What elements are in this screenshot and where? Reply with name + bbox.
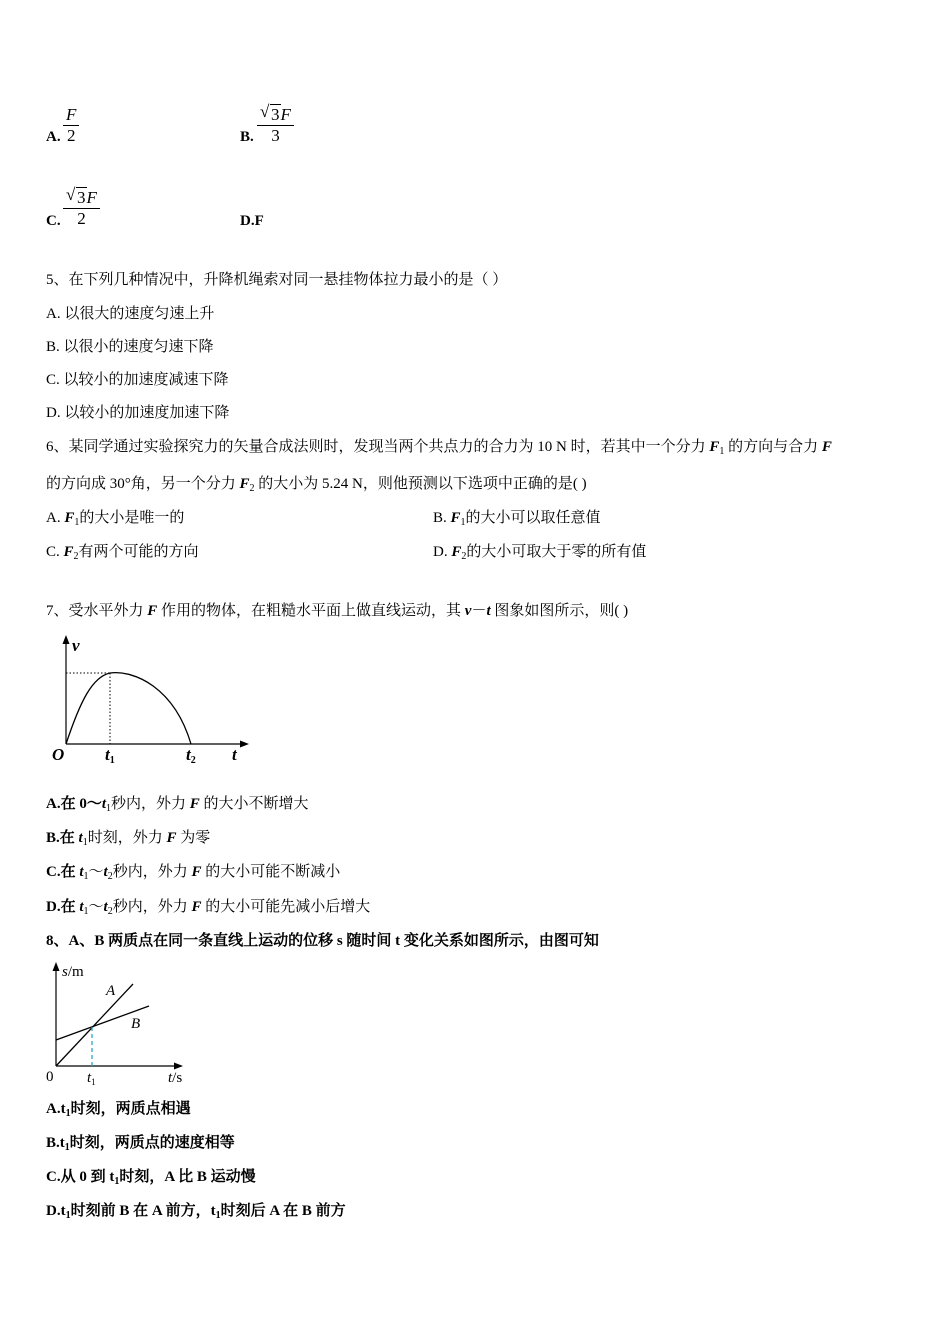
y-axis-arrow [63, 635, 70, 644]
q4-option-a-fraction [63, 105, 79, 146]
fraction-denominator: 3 [271, 126, 280, 145]
q8-option-c: C.从 0 到 $t_1$时刻，A 比 B 运动慢 [46, 1169, 256, 1187]
origin-label: O [52, 745, 65, 764]
q5-option-d: D. 以较小的加速度加速下降 [46, 405, 230, 421]
x-axis-arrow [240, 741, 249, 748]
fraction-denominator: 2 [77, 209, 86, 228]
q6-option-c: C. $F_2$有两个可能的方向 [46, 544, 199, 562]
q7-option-a: A.在 $0\sim t_1$秒内，外力 F 的大小不断增大 [46, 796, 309, 814]
velocity-curve [66, 673, 191, 744]
q8-option-d: $D.t_1$时刻前 B 在 A 前方，$t_1$时刻后 A 在 B 前方 [46, 1203, 346, 1221]
q8-stem: 8、A、B 两质点在同一条直线上运动的位移 s 随时间 t 变化关系如图所示，由图可知 [46, 933, 599, 949]
q6-option-a: A. $F_1$的大小是唯一的 [46, 510, 185, 528]
sqrt-radicand: 3 [271, 105, 280, 124]
y-axis-label: v [72, 636, 80, 655]
fraction-numerator: F [66, 105, 77, 124]
q8-option-b: $B.t_1$时刻，两质点的速度相等 [46, 1135, 235, 1153]
origin-label: 0 [46, 1069, 54, 1085]
q7-stem: 7、受水平外力 F 作用的物体，在粗糙水平面上做直线运动，其 v－t 图象如图所示，则( ) [46, 603, 629, 619]
q7-vt-graph [46, 632, 256, 767]
q7-option-b: B.在 $t_1$时刻，外力 F 为零 [46, 830, 211, 848]
y-axis-label: s/m [62, 964, 84, 980]
q6-stem-line-1: 6、某同学通过实验探究力的矢量合成法则时，发现当两个共点力的合力为 10 N 时，若其中一个分力 $F_1$ 的方向与合力 F [46, 439, 832, 457]
fraction-variable: F [280, 105, 291, 124]
q7-option-d: D.在 $t_1\sim t_2$秒内，外力 F 的大小可能先减小后增大 [46, 899, 371, 917]
q5-option-a: A. 以很大的速度匀速上升 [46, 306, 215, 322]
line-a-label: A [106, 983, 116, 999]
x-axis-arrow [174, 1063, 183, 1070]
t1-label-text: $t_1$ [87, 1070, 96, 1087]
fraction-variable: F [86, 188, 97, 207]
q4-option-c-fraction: √ 3F 2 [63, 188, 100, 229]
q8-option-a: $A.t_1$时刻，两质点相遇 [46, 1101, 191, 1119]
q4-option-d: D.F [240, 213, 264, 229]
q4-option-c-label: C. [46, 213, 61, 229]
sqrt-radicand: 3 [77, 188, 86, 207]
line-a [56, 984, 133, 1066]
t1-label: t1 [105, 745, 115, 766]
q7-option-c: C.在 $t_1\sim t_2$秒内，外力 F 的大小可能不断减小 [46, 864, 341, 882]
fraction-denominator: 2 [66, 126, 76, 145]
q4-option-a-label: A. [46, 129, 61, 145]
line-b-label: B [131, 1016, 141, 1032]
q6-option-d: D. $F_2$的大小可取大于零的所有值 [433, 544, 647, 562]
q8-st-graph [42, 958, 192, 1088]
x-axis-label: t/s [168, 1070, 183, 1086]
q5-option-c: C. 以较小的加速度减速下降 [46, 372, 229, 388]
q4-option-b-label: B. [240, 129, 254, 145]
q5-option-b: B. 以很小的速度匀速下降 [46, 339, 214, 355]
q4-option-b-fraction: √ 3F 3 [257, 105, 294, 146]
q5-stem: 5、在下列几种情况中，升降机绳索对同一悬挂物体拉力最小的是（ ） [46, 272, 508, 288]
t2-label: t2 [186, 745, 196, 766]
q6-stem-line-2: 的方向成 30°角，另一个分力 $F_2$ 的大小为 5.24 N，则他预测以下选项中正确的是( ) [46, 476, 587, 494]
y-axis-arrow [53, 962, 60, 971]
x-axis-label: t [232, 745, 237, 764]
q6-option-b: B. $F_1$的大小可以取任意值 [433, 510, 601, 528]
